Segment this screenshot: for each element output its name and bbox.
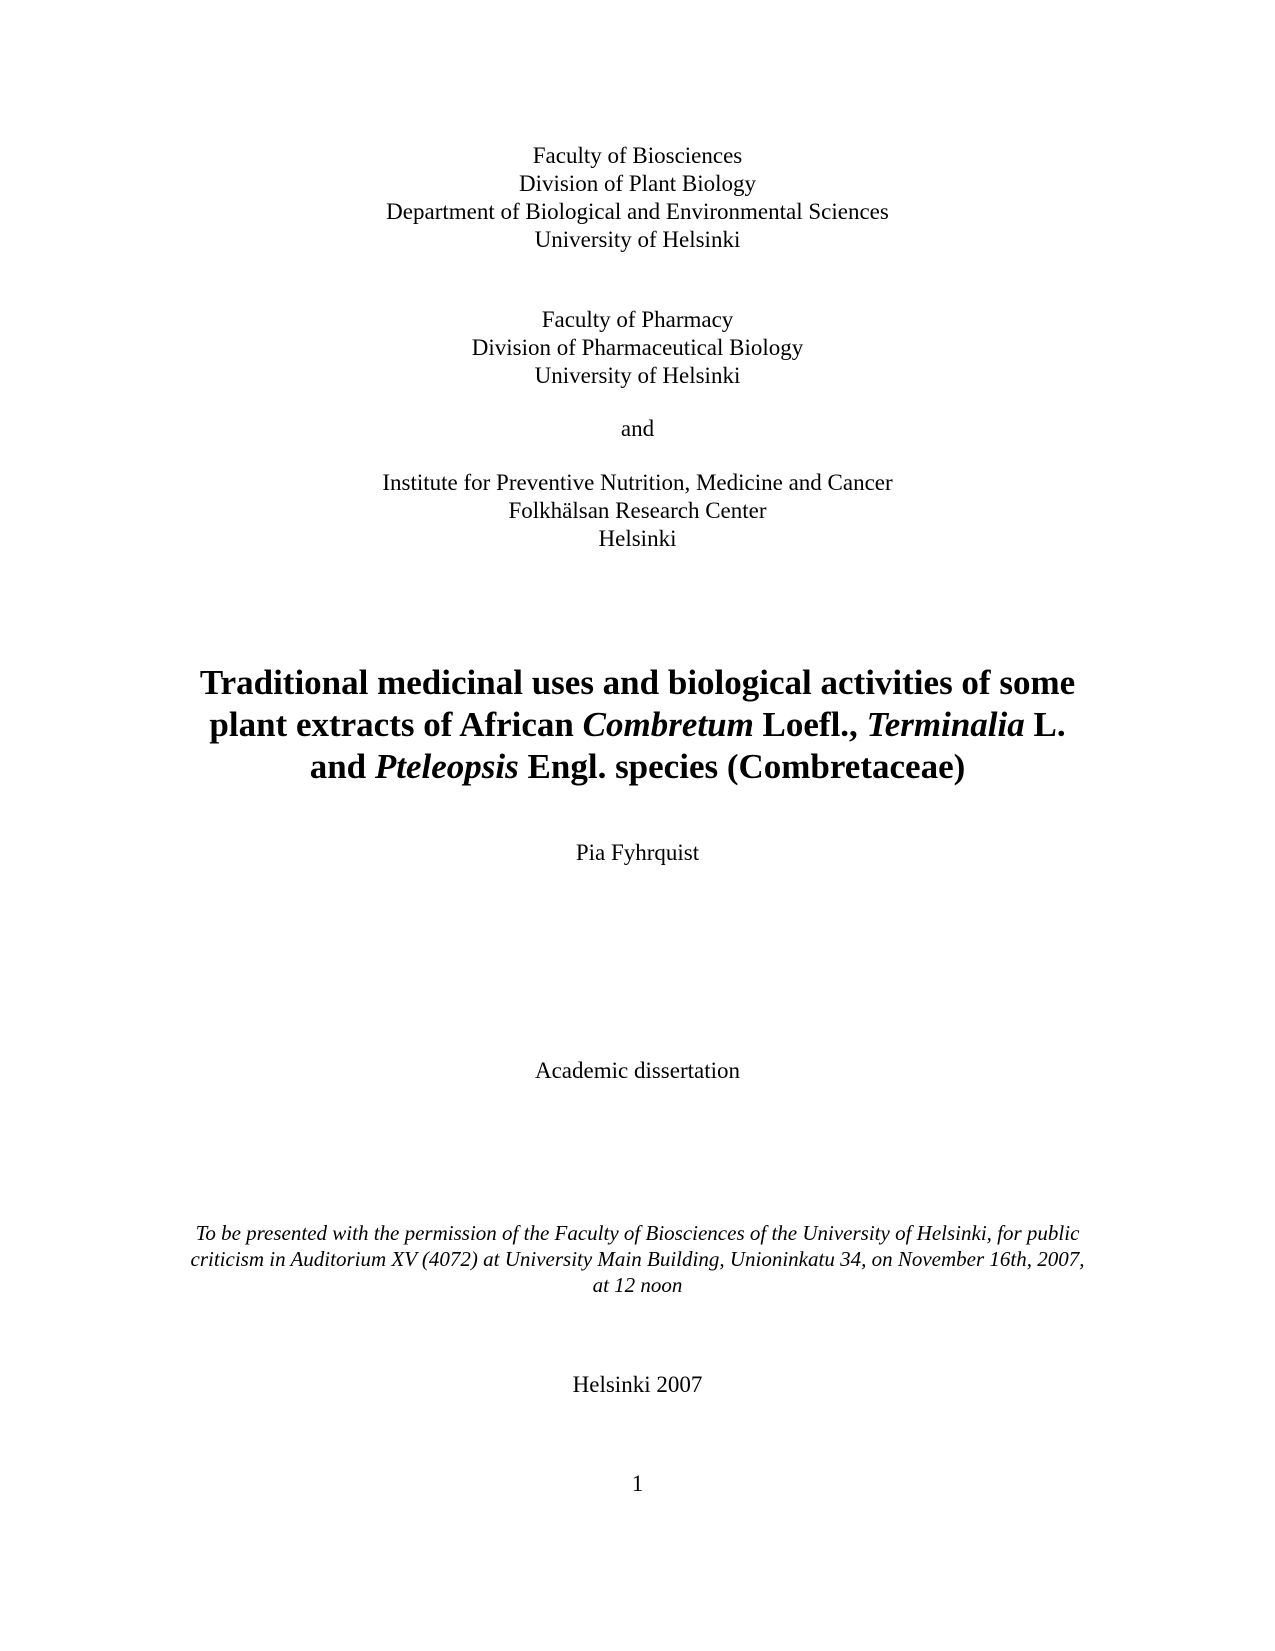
title-line-1: Traditional medicinal uses and biological activities of some: [199, 663, 1076, 702]
faculty-pharmacy-name: Faculty of Pharmacy: [541, 307, 734, 332]
presentation-statement: [0, 1220, 1275, 1298]
university-name: University of Helsinki: [534, 363, 741, 388]
genus-pteleopsis: Pteleopsis: [374, 747, 519, 786]
research-center-name: Folkhälsan Research Center: [508, 498, 767, 523]
title-line-3: [0, 746, 1275, 788]
title-text: plant extracts of African: [209, 705, 583, 744]
author-name: Pia Fyhrquist: [575, 840, 700, 865]
dissertation-title: [0, 662, 1275, 788]
page-number-block: [0, 1470, 1275, 1498]
place-year: Helsinki 2007: [572, 1372, 703, 1397]
title-line-2: [0, 704, 1275, 746]
faculty-pharmacy-block: [0, 306, 1275, 390]
document-type-block: [0, 1057, 1275, 1085]
title-text: Loefl.,: [753, 705, 867, 744]
conjunction-and: [0, 415, 1275, 443]
faculty-biosciences-name: Faculty of Biosciences: [532, 143, 743, 168]
page-number: 1: [631, 1471, 644, 1496]
university-name: University of Helsinki: [534, 227, 741, 252]
statement-line-1: To be presented with the permission of the Faculty of Biosciences of the University of Helsinki, for public: [195, 1221, 1080, 1245]
division-plant-biology: Division of Plant Biology: [518, 171, 757, 196]
document-type: Academic dissertation: [534, 1058, 740, 1083]
division-pharmaceutical-biology: Division of Pharmaceutical Biology: [471, 335, 804, 360]
department-name: Department of Biological and Environmental Sciences: [386, 199, 889, 224]
statement-line-2: criticism in Auditorium XV (4072) at University Main Building, Unioninkatu 34, on November 16th, 2007,: [190, 1247, 1085, 1271]
title-text: Engl. species (Combretaceae): [518, 747, 966, 786]
genus-combretum: Combretum: [582, 705, 754, 744]
genus-terminalia: Terminalia: [866, 705, 1025, 744]
author-block: [0, 839, 1275, 867]
faculty-biosciences-block: [0, 142, 1275, 254]
conjunction-text: and: [620, 416, 655, 441]
title-text: and: [309, 747, 375, 786]
title-text: L.: [1024, 705, 1066, 744]
institute-block: [0, 469, 1275, 553]
institute-name: Institute for Preventive Nutrition, Medicine and Cancer: [382, 470, 893, 495]
place-year-block: [0, 1371, 1275, 1399]
institute-city: Helsinki: [598, 526, 677, 551]
statement-line-3: at 12 noon: [592, 1273, 683, 1297]
